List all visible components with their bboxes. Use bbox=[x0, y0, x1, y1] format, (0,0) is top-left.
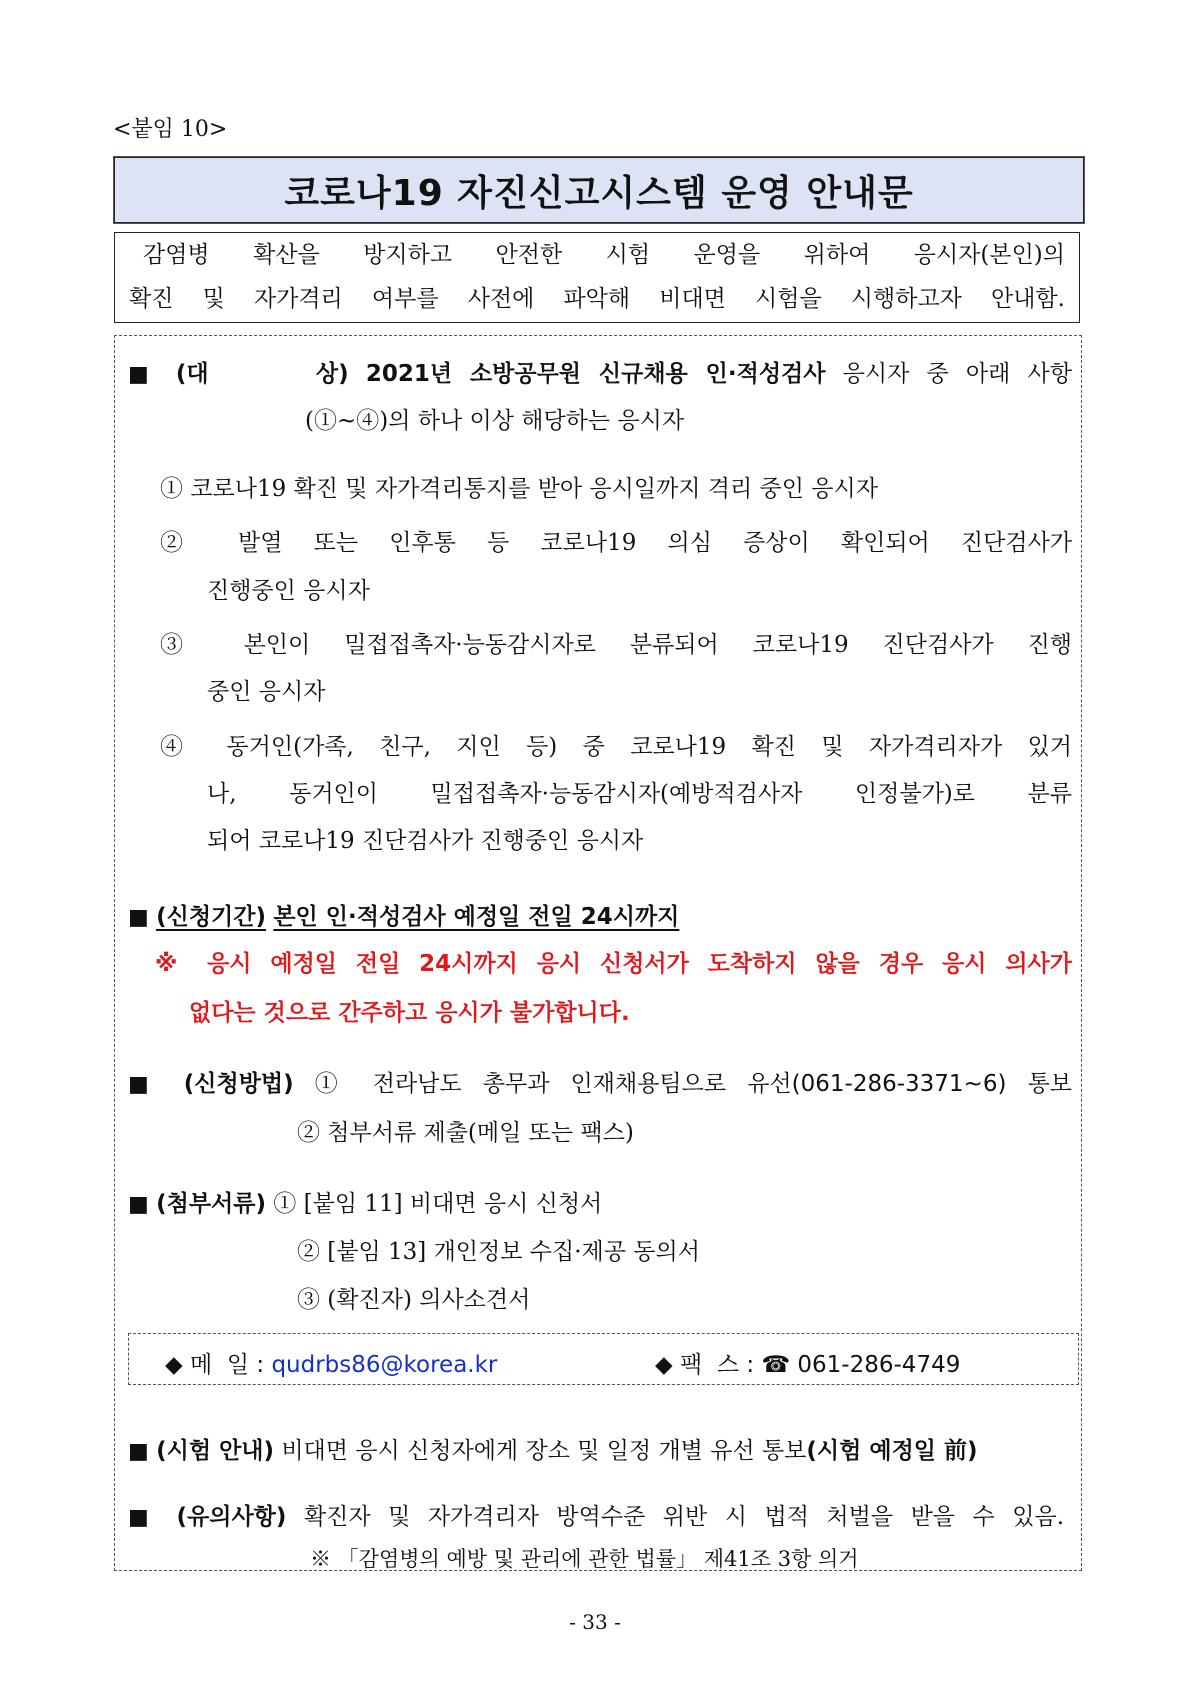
phone-icon: ☎ bbox=[761, 1352, 791, 1378]
item-text: 코로나19 확진 및 자가격리통지를 받아 응시일까지 격리 중인 응시자 bbox=[190, 476, 878, 502]
bullet-square-icon: ■ bbox=[128, 1072, 163, 1097]
documents-item-2: ② [붙임 13] 개인정보 수집·제공 동의서 bbox=[297, 1239, 700, 1265]
period-line bbox=[128, 898, 679, 931]
page-title: 코로나19 자진신고시스템 운영 안내문 bbox=[284, 172, 914, 214]
target-item-2-cont: 진행중인 응시자 bbox=[207, 578, 370, 604]
item-text: 본인이 밀접접촉자·능동감시자로 분류되어 코로나19 진단검사가 진행 bbox=[243, 632, 1073, 658]
bullet-square-icon: ■ bbox=[128, 1192, 149, 1217]
method-phone: (061-286-3371~6) bbox=[791, 1071, 1007, 1097]
fax-label: ◆ 팩 스 : bbox=[655, 1352, 755, 1378]
method-line-2: ② 첨부서류 제출(메일 또는 팩스) bbox=[297, 1120, 634, 1146]
target-rest: 응시자 중 아래 사항 bbox=[842, 361, 1072, 387]
cautions-label: (유의사항) bbox=[176, 1504, 287, 1530]
intro-line-1: 감염병 확산을 방지하고 안전한 시험 운영을 위하여 응시자(본인)의 bbox=[143, 242, 1065, 268]
period-warning-2: 없다는 것으로 간주하고 응시가 불가합니다. bbox=[189, 1000, 630, 1026]
exam-guide-bold: (시험 예정일 前) bbox=[806, 1438, 978, 1464]
method-label: (신청방법) bbox=[183, 1071, 294, 1097]
page-number: - 33 - bbox=[569, 1610, 621, 1634]
target-item-1 bbox=[160, 470, 1040, 503]
fax-number: 061-286-4749 bbox=[797, 1352, 961, 1378]
documents-item-1: ① [붙임 11] 비대면 응시 신청서 bbox=[273, 1191, 603, 1217]
exam-guide-text: 비대면 응시 신청자에게 장소 및 일정 개별 유선 통보 bbox=[281, 1438, 807, 1464]
target-item-4 bbox=[160, 728, 1072, 761]
period-text: 본인 인·적성검사 예정일 전일 24시까지 bbox=[273, 904, 680, 930]
warning-text: 응시 예정일 전일 24시까지 응시 신청서가 도착하지 않을 경우 응시 의사가 bbox=[207, 951, 1072, 977]
cautions-text: 확진자 및 자가격리자 방역수준 위반 시 법적 처벌을 받을 수 있음. bbox=[303, 1504, 1065, 1530]
contact-box bbox=[128, 1333, 1079, 1385]
attachment-label: <붙임 10> bbox=[113, 117, 228, 142]
email-link[interactable]: qudrbs86@korea.kr bbox=[271, 1352, 498, 1378]
period-warning-1 bbox=[155, 945, 1072, 978]
cautions-note: ※ 「감염병의 예방 및 관리에 관한 법률」 제41조 3항 의거 bbox=[310, 1547, 859, 1571]
target-item-4-cont-1: 나, 동거인이 밀접접촉자·능동감시자(예방적검사자 인정불가)로 분류 bbox=[207, 781, 1072, 807]
warning-mark: ※ bbox=[155, 951, 189, 977]
method-text-tail: 통보 bbox=[1027, 1071, 1073, 1097]
target-item-3-cont: 중인 응시자 bbox=[207, 679, 326, 705]
exam-guide-label: (시험 안내) bbox=[156, 1438, 275, 1464]
item-number: ② bbox=[160, 530, 207, 556]
item-number: ① bbox=[160, 476, 183, 502]
target-item-4-cont-2: 되어 코로나19 진단검사가 진행중인 응시자 bbox=[207, 828, 644, 854]
method-line-1 bbox=[128, 1065, 1072, 1098]
cautions-line bbox=[128, 1498, 1064, 1531]
target-line-1 bbox=[128, 355, 1072, 388]
intro-line-2: 확진 및 자가격리 여부를 사전에 파악해 비대면 시험을 시행하고자 안내함. bbox=[129, 286, 1065, 312]
method-text: ① 전라남도 총무과 인재채용팀으로 유선 bbox=[314, 1071, 792, 1097]
item-text: 동거인(가족, 친구, 지인 등) 중 코로나19 확진 및 자가격리자가 있거 bbox=[226, 734, 1073, 760]
bullet-square-icon: ■ bbox=[128, 362, 159, 387]
documents-line-1 bbox=[128, 1185, 602, 1218]
target-item-3 bbox=[160, 626, 1072, 659]
bullet-square-icon: ■ bbox=[128, 1505, 159, 1530]
title-box bbox=[114, 157, 1084, 223]
target-item-2 bbox=[160, 524, 1072, 557]
item-number: ③ bbox=[160, 632, 210, 658]
bullet-square-icon: ■ bbox=[128, 1439, 149, 1464]
email-label: ◆ 메 일 : bbox=[165, 1352, 265, 1378]
email-row bbox=[165, 1346, 497, 1379]
fax-row bbox=[655, 1346, 960, 1379]
documents-label: (첨부서류) bbox=[156, 1191, 267, 1217]
period-label: (신청기간) bbox=[156, 904, 267, 930]
item-number: ④ bbox=[160, 734, 202, 760]
documents-item-3: ③ (확진자) 의사소견서 bbox=[297, 1287, 531, 1313]
target-line-2: (①~④)의 하나 이상 해당하는 응시자 bbox=[305, 408, 685, 434]
target-label: (대 상) bbox=[175, 361, 349, 387]
intro-box bbox=[114, 232, 1080, 323]
exam-guide-line bbox=[128, 1432, 978, 1465]
item-text: 발열 또는 인후통 등 코로나19 의심 증상이 확인되어 진단검사가 bbox=[238, 530, 1073, 556]
bullet-square-icon: ■ bbox=[128, 905, 149, 930]
target-bold-text: 2021년 소방공무원 신규채용 인·적성검사 bbox=[365, 361, 826, 387]
